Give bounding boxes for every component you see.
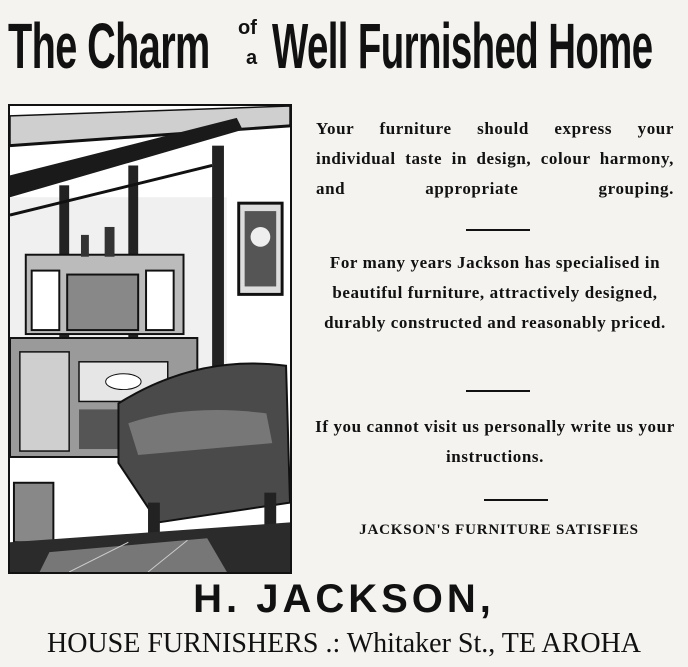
headline-right: Well Furnished Home (272, 10, 653, 82)
paragraph-instructions: If you cannot visit us personally write us your instructions. (315, 417, 675, 466)
business-address: HOUSE FURNISHERS .: Whitaker St., TE AROHA (46, 628, 641, 659)
paragraph-taste: Your furniture should express your individual taste in design, colour harmony, and appropriate grouping. (316, 119, 674, 198)
furnished-room-illustration (8, 104, 292, 574)
headline-left: The Charm (8, 10, 210, 82)
headline (0, 4, 688, 88)
divider-rule (484, 499, 548, 501)
brand-name: H. JACKSON, (193, 577, 495, 621)
divider-rule (466, 390, 530, 392)
room-drawing (10, 106, 290, 572)
divider-rule (466, 229, 530, 231)
headline-of: of (238, 17, 257, 39)
paragraph-history: For many years Jackson has specialised in beautiful furniture, attractively designed, durably constructed and reasonably priced. (324, 253, 666, 332)
headline-a: a (246, 47, 258, 69)
tagline: JACKSON'S FURNITURE SATISFIES (359, 522, 639, 538)
